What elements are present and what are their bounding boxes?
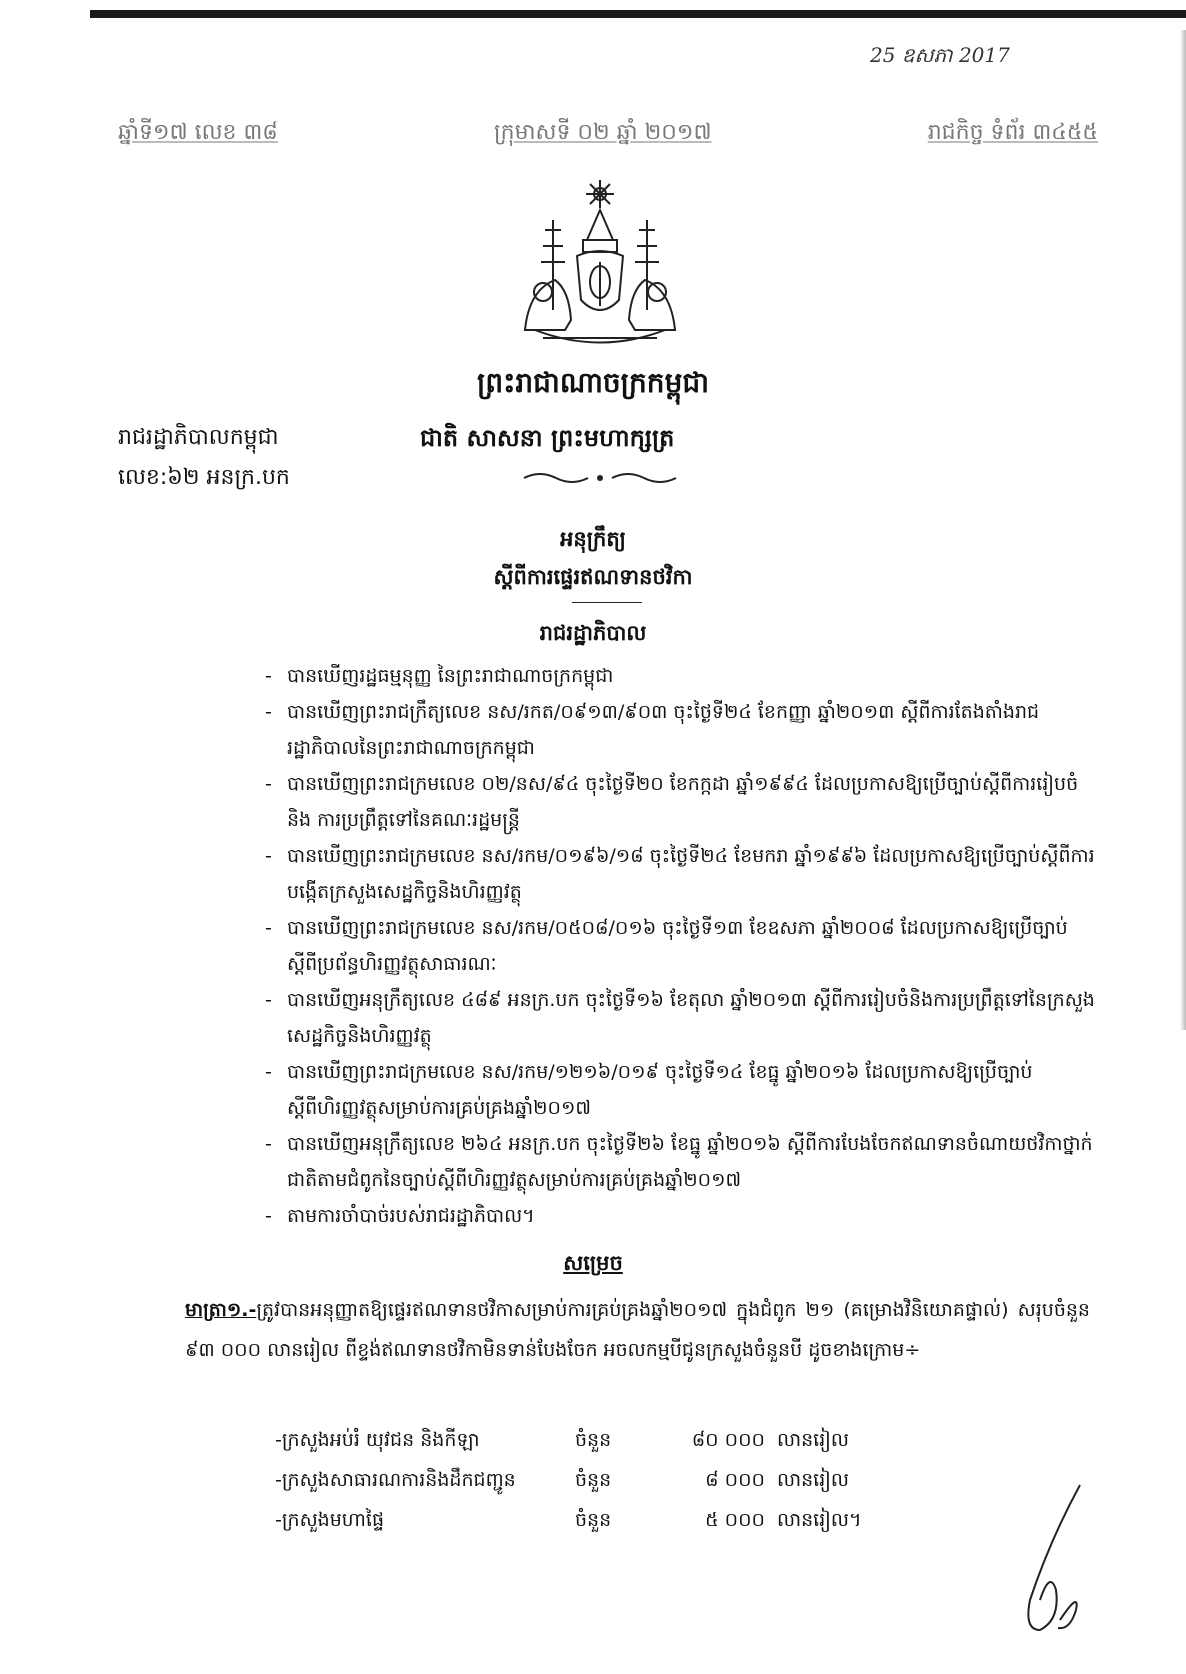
list-item: - តាមការចាំបាច់របស់រាជរដ្ឋាភិបាល។ bbox=[265, 1198, 1095, 1234]
article-label: មាត្រា១.- bbox=[185, 1299, 257, 1321]
scan-edge-top bbox=[90, 10, 1186, 18]
royal-emblem-icon bbox=[515, 180, 685, 355]
gazette-date: ក្រុមាសទី ០២ ឆ្នាំ ២០១៧ bbox=[494, 120, 712, 145]
allocation-amount: ៥ ០០០ bbox=[705, 1509, 765, 1531]
allocation-count-label: ចំនួន bbox=[575, 1509, 612, 1531]
list-item: - បានឃើញអនុក្រឹត្យលេខ ៤៨៩ អនក្រ.បក ចុះថ្ងៃទី១៦ ខែតុលា ឆ្នាំ២០១៣ ស្តីពីការរៀបចំនិងការប្រព្រឹត្តទៅនៃក្រសួងសេដ្ឋកិច្ចនិងហិរញ្ញវត្ថុ bbox=[265, 982, 1095, 1054]
allocation-row bbox=[275, 1500, 897, 1540]
government-name: រាជរដ្ឋាភិបាលកម្ពុជា bbox=[118, 425, 279, 450]
allocation-amount: ៨ ០០០ bbox=[705, 1469, 765, 1491]
gazette-year-issue: ឆ្នាំទី១៧ លេខ ៣៨ bbox=[118, 120, 278, 145]
national-motto: ជាតិ សាសនា ព្រះមហាក្សត្រ bbox=[420, 424, 675, 452]
allocation-count-label: ចំនួន bbox=[575, 1469, 612, 1491]
allocation-count-label: ចំនួន bbox=[575, 1429, 612, 1451]
subject-underline bbox=[572, 602, 642, 603]
list-item: - បានឃើញរដ្ឋធម្មនុញ្ញ នៃព្រះរាជាណាចក្រកម្ពុជា bbox=[265, 658, 1095, 694]
gazette-header bbox=[118, 118, 1098, 152]
vistas-list bbox=[265, 658, 1095, 1234]
allocation-row bbox=[275, 1420, 897, 1460]
handwritten-date: 25 ឧសភា 2017 bbox=[870, 43, 1010, 67]
issuer-block bbox=[118, 418, 290, 498]
list-item: - បានឃើញអនុក្រឹត្យលេខ ២៦៤ អនក្រ.បក ចុះថ្ងៃទី២៦ ខែធ្នូ ឆ្នាំ២០១៦ ស្តីពីការបែងចែកឥណទានចំណាយថវិកាថ្នាក់ជាតិតាមជំពូកនៃច្បាប់ស្តីពីហិរញ្ញវត្ថុសម្រាប់ការគ្រប់គ្រងឆ្នាំ២០១៧ bbox=[265, 1126, 1095, 1198]
list-item: - បានឃើញព្រះរាជក្រមលេខ នស/រកម/១២១៦/០១៩ ចុះថ្ងៃទី១៤ ខែធ្នូ ឆ្នាំ២០១៦ ដែលប្រកាសឱ្យប្រើច្បាប់ស្តីពីហិរញ្ញវត្ថុសម្រាប់ការគ្រប់គ្រងឆ្នាំ២០១៧ bbox=[265, 1054, 1095, 1126]
allocation-ministry: -ក្រសួងមហាផ្ទៃ bbox=[275, 1509, 384, 1531]
authority-heading: រាជរដ្ឋាភិបាល bbox=[539, 621, 647, 645]
list-item: - បានឃើញព្រះរាជក្រមលេខ នស/រកម/០៥០៨/០១៦ ចុះថ្ងៃទី១៣ ខែឧសភា ឆ្នាំ២០០៨ ដែលប្រកាសឱ្យប្រើច្បាប់ស្តីពីប្រព័ន្ធហិរញ្ញវត្ថុសាធារណៈ bbox=[265, 910, 1095, 982]
list-item: - បានឃើញព្រះរាជក្រមលេខ នស/រកម/០១៩៦/១៨ ចុះថ្ងៃទី២៤ ខែមករា ឆ្នាំ១៩៩៦ ដែលប្រកាសឱ្យប្រើច្បាប់ស្តីពីការបង្កើតក្រសួងសេដ្ឋកិច្ចនិងហិរញ្ញវត្ថុ bbox=[265, 838, 1095, 910]
list-item: - បានឃើញព្រះរាជក្រមលេខ ០២/នស/៩៤ ចុះថ្ងៃទី២០ ខែកក្កដា ឆ្នាំ១៩៩៤ ដែលប្រកាសឱ្យប្រើច្បាប់ស្តីពីការរៀបចំ និង ការប្រព្រឹត្តទៅនៃគណៈរដ្ឋមន្ត្រី bbox=[265, 766, 1095, 838]
allocation-unit: លានរៀល bbox=[777, 1429, 849, 1451]
document-subject: ស្តីពីការផ្ទេរឥណទានថវិកា bbox=[493, 565, 693, 589]
allocation-unit: លានរៀល។ bbox=[777, 1509, 862, 1531]
gazette-page: រាជកិច្ច ទំព័រ ៣៤៥៥ bbox=[927, 120, 1098, 145]
allocation-unit: លានរៀល bbox=[777, 1469, 849, 1491]
allocation-ministry: -ក្រសួងអប់រំ យុវជន និងកីឡា bbox=[275, 1429, 480, 1451]
allocation-row bbox=[275, 1460, 897, 1500]
kingdom-title: ព្រះរាជាណាចក្រកម្ពុជា bbox=[476, 366, 709, 399]
decision-heading: សម្រេច bbox=[563, 1251, 623, 1275]
ornament-divider-icon bbox=[520, 470, 680, 486]
allocation-list bbox=[275, 1420, 897, 1540]
article-text: ត្រូវបានអនុញ្ញាតឱ្យផ្ទេរឥណទានថវិកាសម្រាប់ការគ្រប់គ្រងឆ្នាំ២០១៧ ក្នុងជំពូក ២១ (គម្រោងវិនិយោគផ្ទាល់) សរុបចំនួន ៩៣ ០០០ លានរៀល ពីខ្ទង់ឥណទានថវិកាមិនទាន់បែងចែក អចលកម្មបីជូនក្រសួងចំនួនបី ដូចខាងក្រោម÷ bbox=[185, 1299, 1090, 1361]
allocation-amount: ៨០ ០០០ bbox=[691, 1429, 765, 1451]
allocation-ministry: -ក្រសួងសាធារណការនិងដឹកជញ្ជូន bbox=[275, 1469, 516, 1491]
list-item: - បានឃើញព្រះរាជក្រឹត្យលេខ នស/រកត/០៩១៣/៩០៣ ចុះថ្ងៃទី២៤ ខែកញ្ញា ឆ្នាំ២០១៣ ស្តីពីការតែងតាំងរាជរដ្ឋាភិបាលនៃព្រះរាជាណាចក្រកម្ពុជា bbox=[265, 694, 1095, 766]
reference-number: លេខ:៦២ អនក្រ.បក bbox=[118, 465, 290, 490]
article-1 bbox=[185, 1290, 1090, 1370]
initials-signature-icon bbox=[1010, 1480, 1100, 1640]
document-type: អនុក្រឹត្យ bbox=[560, 527, 626, 551]
